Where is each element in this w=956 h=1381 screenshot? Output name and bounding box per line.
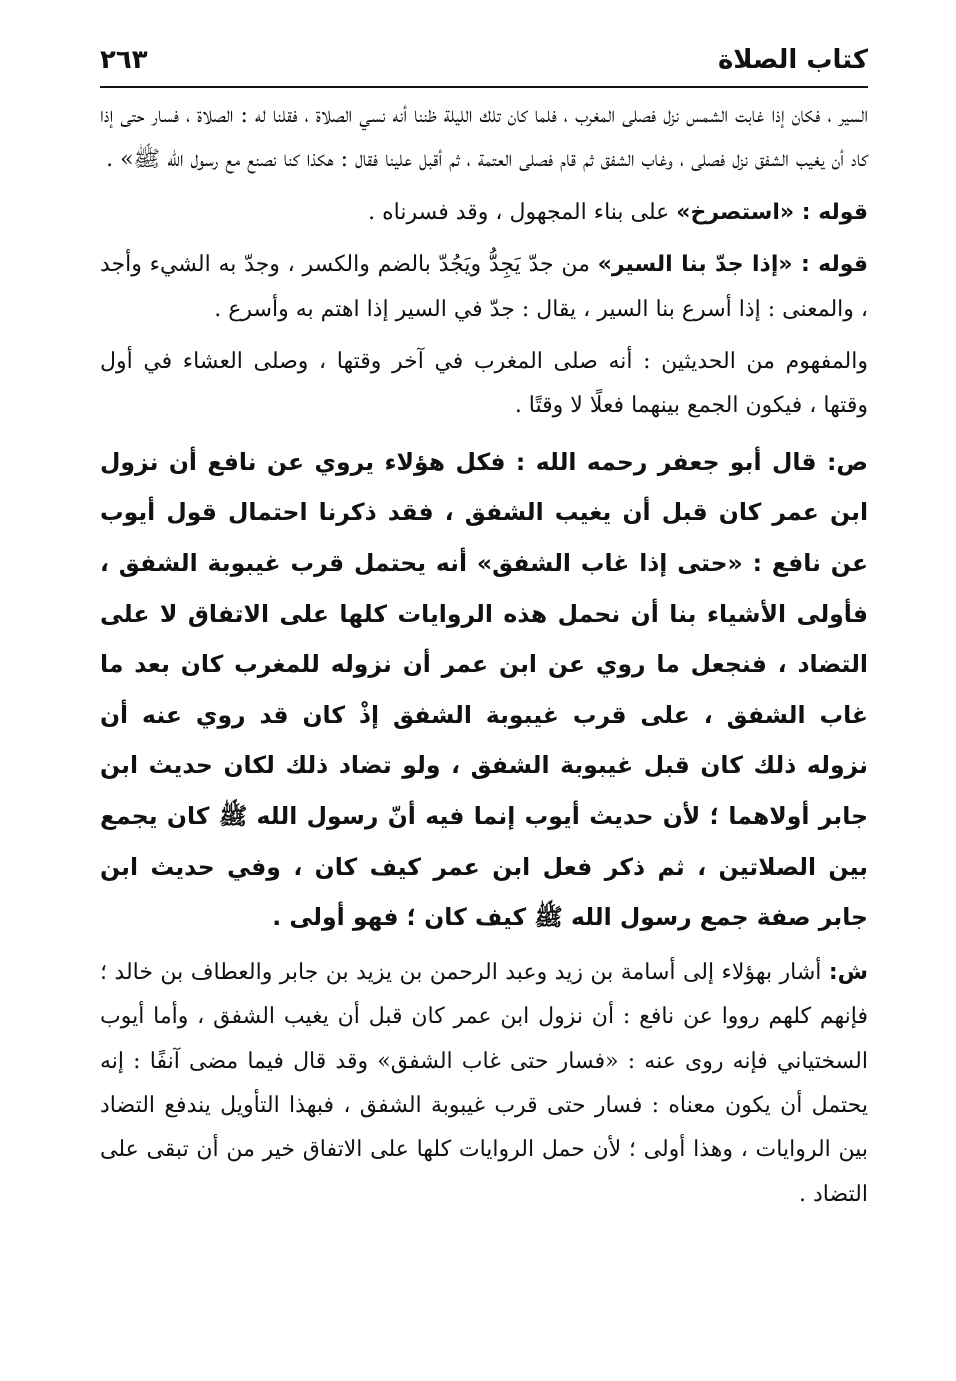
- paragraph-jadda: [100, 243, 868, 332]
- paragraph-lead: ش:: [828, 959, 868, 985]
- chapter-title: كتاب الصلاة: [717, 45, 868, 75]
- page-number: ٢٦٣: [100, 45, 148, 75]
- paragraph-text: السير ، فكان إذا غابت الشمس نزل فصلى المغرب ، فلما كان تلك الليلة ظننا أنه نسي الصلاة ، فقلنا له : الصلاة ، فسار حتى إذا كاد أن يغيب الشفق نزل فصلى ، وغاب الشفق ثم قام فصلى العتمة ، ثم أقبل علينا فقال : هكذا كنا نصنع مع رسول الله ﷺ» .: [100, 103, 868, 173]
- page-body: [100, 88, 868, 1217]
- paragraph-lead: قوله : «استصرخ»: [676, 199, 868, 225]
- paragraph-continuation: [100, 94, 868, 183]
- paragraph-lead: ص:: [826, 447, 868, 476]
- paragraph-text: أشار بهؤلاء إلى أسامة بن زيد وعبد الرحمن بن يزيد بن جابر والعطاف بن خالد ؛ فإنهم كلهم رووا عن نافع : أن نزول ابن عمر كان قبل أن يغيب الشفق ، وأما أيوب السختياني فإنه روى عنه : «فسار حتى غاب الشفق» وقد قال فيما مضى آنفًا : إنه يحتمل أن يكون معناه : فسار حتى قرب غيبوبة الشفق ، فبهذا التأويل يندفع التضاد بين الروايات ، وهذا أولى ؛ لأن حمل الروايات كلها على الاتفاق خير من أن تبقى على التضاد .: [100, 959, 868, 1207]
- paragraph-mafhum: [100, 340, 868, 429]
- paragraph-lead: قوله : «إذا جدّ بنا السير»: [597, 252, 868, 278]
- page-header: [100, 36, 868, 88]
- book-page: [100, 36, 868, 1217]
- paragraph-text: قال أبو جعفر رحمه الله : فكل هؤلاء يروي عن نافع أن نزول ابن عمر كان قبل أن يغيب الشفق ، فقد ذكرنا احتمال قول أيوب عن نافع : «حتى إذا غاب الشفق» أنه يحتمل قرب غيبوبة الشفق ، فأولى الأشياء بنا أن نحمل هذه الروايات كلها على الاتفاق لا على التضاد ، فنجعل ما روي عن ابن عمر أن نزوله للمغرب كان بعد ما غاب الشفق ، على قرب غيبوبة الشفق إذْ كان قد روي عنه أن نزوله ذلك كان قبل غيبوبة الشفق ، ولو تضاد ذلك لكان حديث ابن جابر أولاهما ؛ لأن حديث أيوب إنما فيه أنّ رسول الله ﷺ كان يجمع بين الصلاتين ، ثم ذكر فعل ابن عمر كيف كان ، وفي حديث ابن جابر صفة جمع رسول الله ﷺ كيف كان ؛ فهو أولى .: [100, 447, 868, 932]
- paragraph-text: والمفهوم من الحديثين : أنه صلى المغرب في آخر وقتها ، وصلى العشاء في أول وقتها ، فيكون الجمع بينهما فعلًا لا وقتًا .: [100, 349, 868, 419]
- paragraph-sharh: [100, 951, 868, 1217]
- paragraph-istasrakha: [100, 191, 868, 235]
- paragraph-text: على بناء المجهول ، وقد فسرناه .: [368, 199, 677, 225]
- paragraph-matn: [100, 437, 868, 943]
- paragraph-text: من جدّ يَجِدُّ ويَجُدّ بالضم والكسر ، وجدّ به الشيء وأجد ، والمعنى : إذا أسرع بنا السير ، يقال : جدّ في السير إذا اهتم به وأسرع .: [100, 252, 868, 322]
